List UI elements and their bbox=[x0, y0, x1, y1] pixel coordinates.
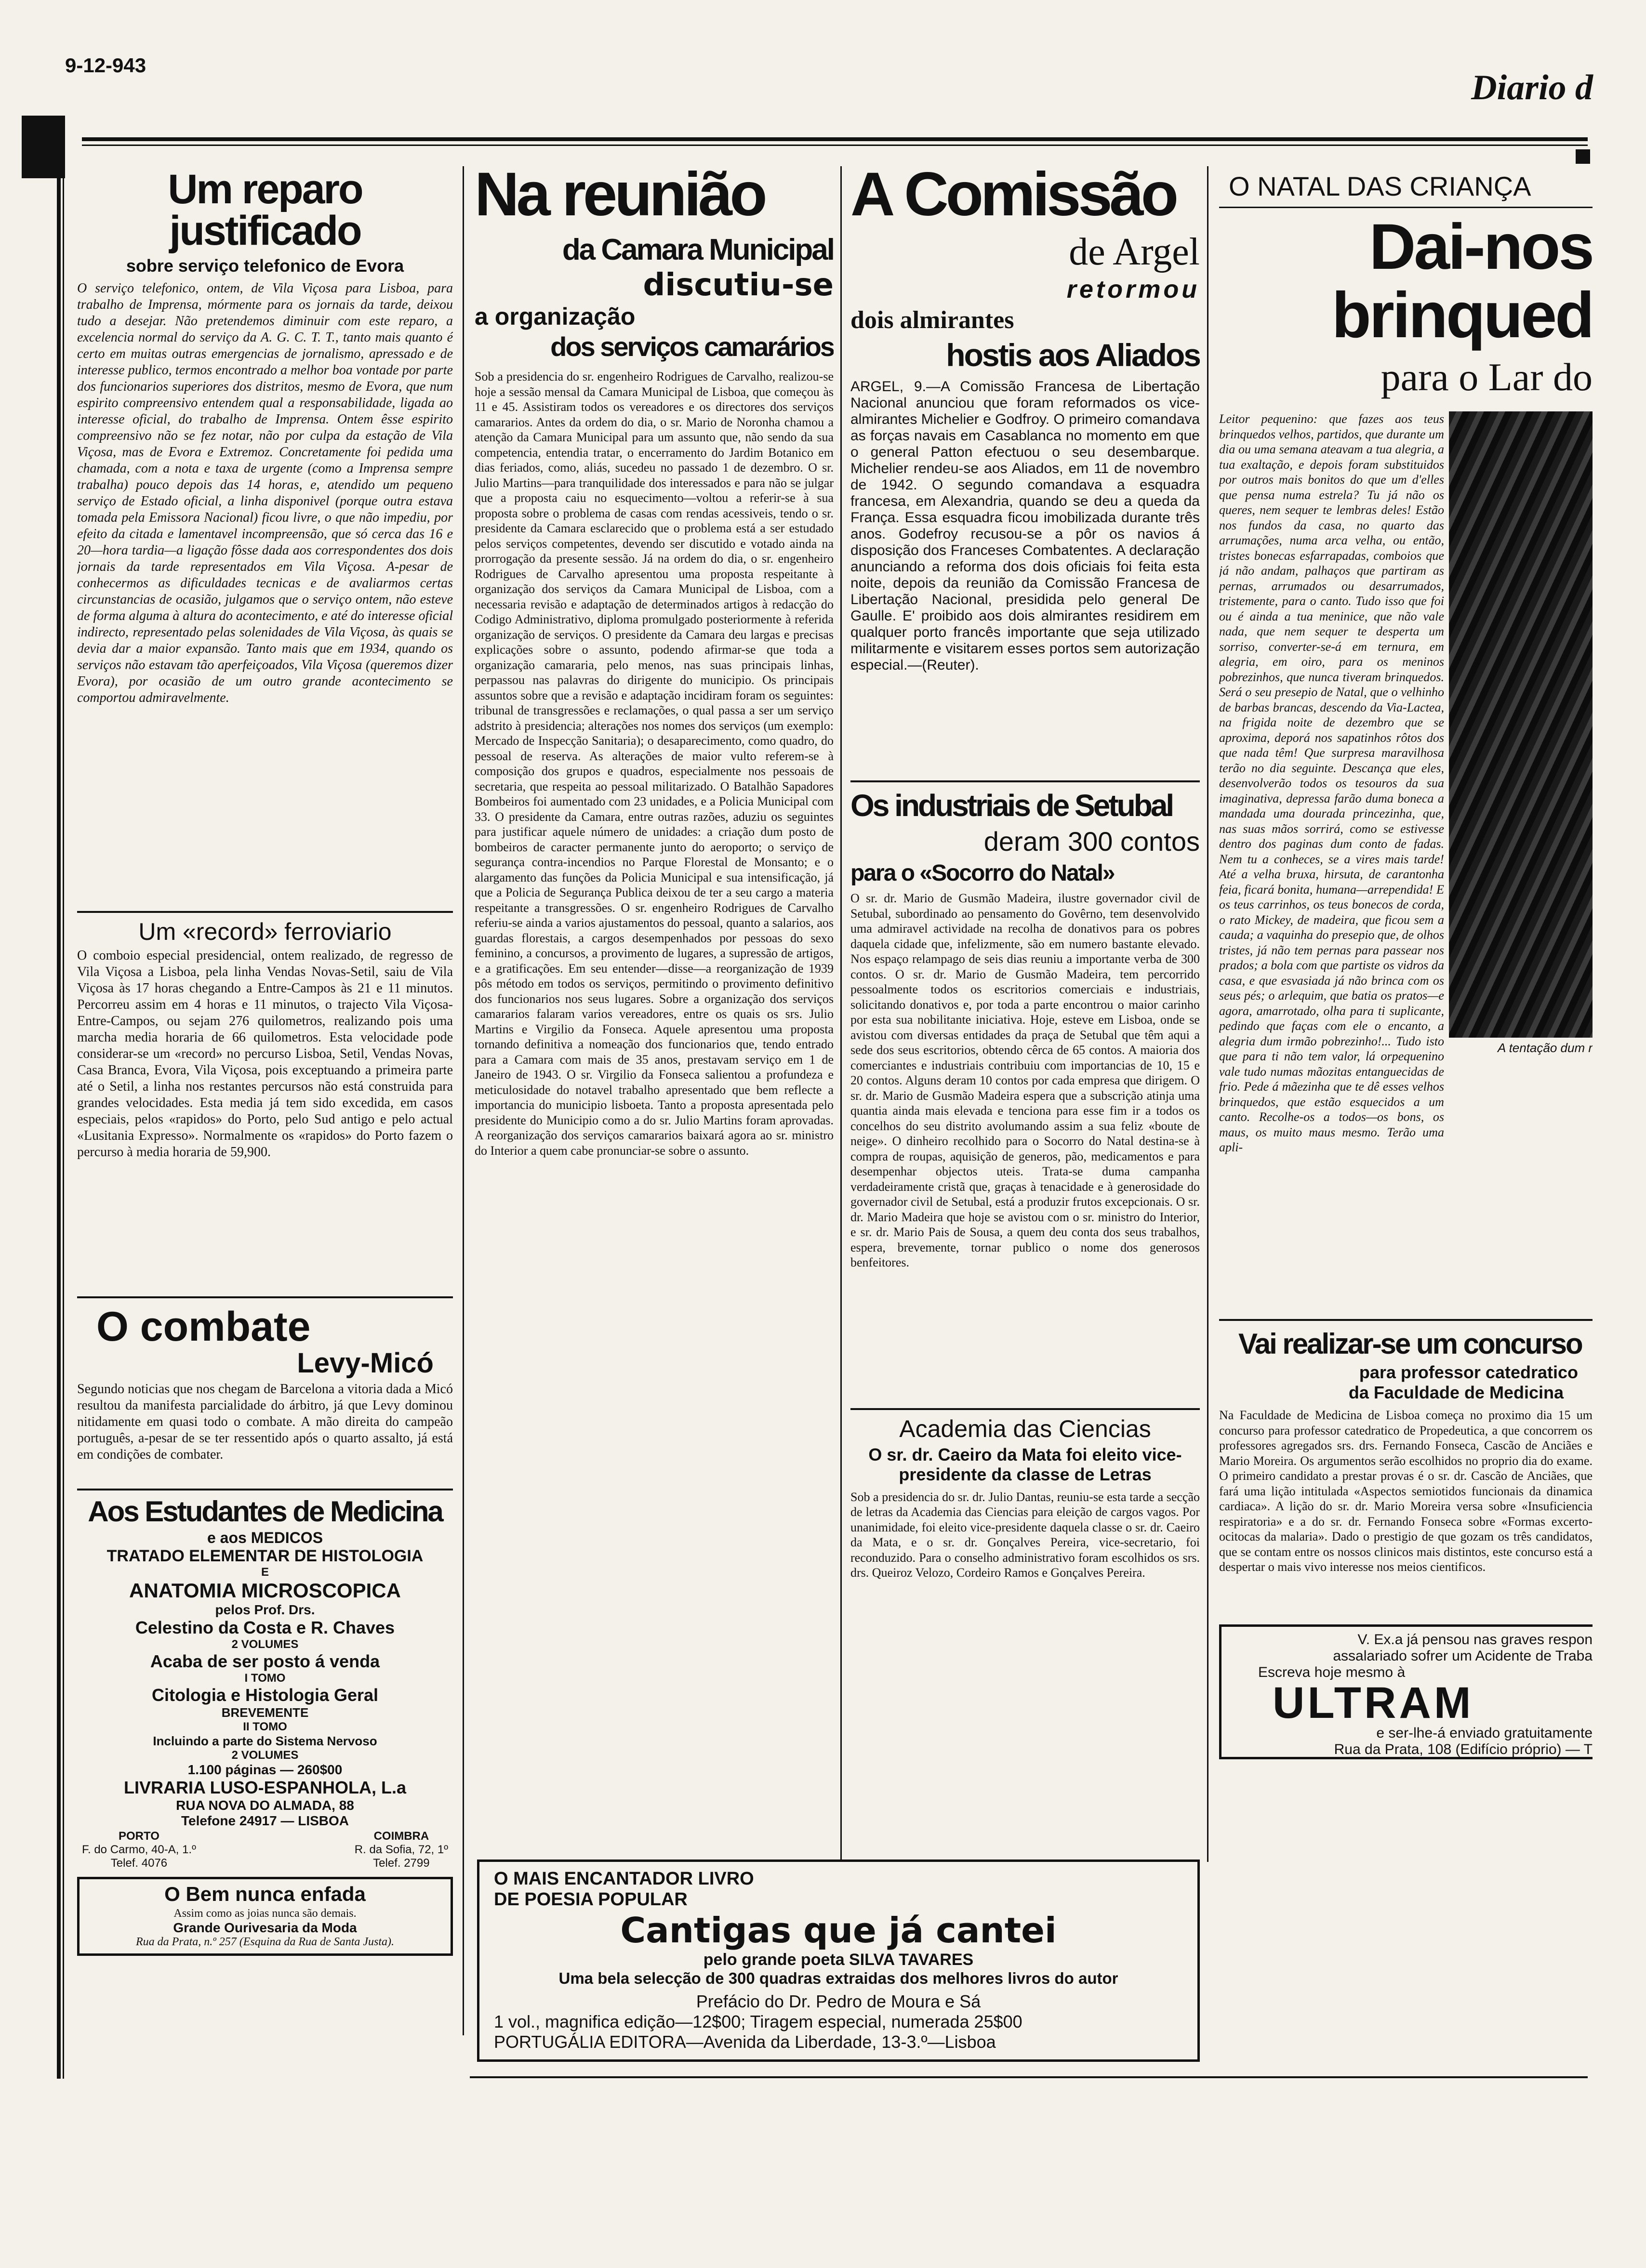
right-ticks bbox=[1576, 149, 1590, 164]
column-2 bbox=[475, 164, 834, 1840]
ad-cantigas-l7: PORTUGÁLIA EDITORA—Avenida da Liberdade, 13-3.º—Lisboa bbox=[494, 2032, 996, 2052]
ad-coimbra-tel: Telef. 2799 bbox=[373, 1857, 430, 1870]
headline-reparo: Um reparo justificado bbox=[168, 166, 362, 254]
ad-medicina-l15: 1.100 páginas — 260$00 bbox=[187, 1762, 343, 1777]
ad-medicina-l14: 2 VOLUMES bbox=[231, 1749, 299, 1762]
issue-date: 9-12-943 bbox=[65, 54, 146, 77]
headline-setubal: Os industriais de Setubal bbox=[850, 788, 1173, 823]
article-combate: Segundo noticias que nos chegam de Barcelona a vitoria dada a Micó resultou da manifesta parcialidade do árbitro, já que Levy dominou nitidamente em quasi todo o combate. A mão direita do campeão português, a-pesar de se ter ressentido após o quarto assalto, já está em condições de combater. bbox=[77, 1382, 453, 1462]
ad-medicina-l16: LIVRARIA LUSO-ESPANHOLA, L.a bbox=[123, 1778, 407, 1797]
col-rule-left-thin bbox=[63, 166, 64, 2079]
ad-bem-l2: Grande Ourivesaria da Moda bbox=[173, 1920, 357, 1935]
ad-medicina-l18: Telefone 24917 — LISBOA bbox=[181, 1813, 349, 1828]
article-camara: Sob a presidencia do sr. engenheiro Rodrigues de Carvalho, realizou-se hoje a sessão mensal da Camara Municipal de Lisboa, que começou às 11 e 45. Assistiram todos os vereadores e os directores dos serviços camararios. Antes da ordem do dia, o sr. Mario de Noronha chamou a atenção da Camara Municipal para um assunto que, não sendo da sua competencia, entendia tratar, o encerramento do Jardim Botanico em dias feriados, como, aliás, sucedeu no passado 1 de dezembro. O sr. Julio Martins—para tranquilidade dos interessados e para não se julgar que a proposta caiu no esquecimento—voltou a referir-se à sua proposta sobre o problema de casas com rendas acessiveis, tendo o sr. presidente da Camara esclarecido que o problema está a ser estudado pelos serviços competentes, devendo ser discutido e votado ainda na prorrogação da presente sessão. Já na ordem do dia, o sr. engenheiro Rodrigues de Carvalho apresentou uma proposta respeitante à organização dos serviços da Camara Municipal de Lisboa, com a necessaria revisão e adaptação de determinados artigos à redacção do Codigo Administrativo, diploma promulgado posteriormente à referida organização de serviços. O presidente da Camara deu largas e precisas explicações sobre o assunto, podendo afirmar-se que toda a organização camararia, pelo menos, nas suas principais linhas, perpassou nas palavras do dirigente do municipio. Os principais assuntos sobre que a revisão e adaptação incidiram foram os seguintes: tribunal de transgressões e reclamações, o qual passa a ser um serviço adstrito à presidencia; alterações nos nomes dos serviços (um exemplo: Mercado de Inspecção Sanitaria); o desaparecimento, como quadro, do pessoal de reserva. As alterações de maior vulto referem-se à composição dos grupos e quadros, especialmente nos pessoais de secretaria, que respeita ao pessoal militarizado. O Batalhão Sapadores Bombeiros foi aumentado com 23 unidades, e a Policia Municipal com 33. O presidente da Camara, entre outras razões, aduziu os seguintes para justificar aquele número de unidades: a criação dum posto de bombeiros de caracter permanente junto do aeroporto; o serviço de segurança contra-incendios no Parque Florestal de Monsanto; e o alargamento das funções da Policia Municipal e sua intensificação, já que a Policia de Segurança Publica deixou de ter a seu cargo a materia respeitante a transgressões. O sr. engenheiro Rodrigues de Carvalho referiu-se ainda a varios ajustamentos do pessoal, quanto a salarios, aos guardas florestais, a cargos desempenhados por pessoas do sexo feminino, a concursos, a provimento de lugares, a supressão de artigos, e a gratificações. Em seu entender—disse—a reorganização de 1939 pôs método em todos os serviços, permitindo o provimento definitivo dos funcionarios nos seus lugares. Sobre a organização dos serviços camararios falaram varios vereadores, entre os quais os srs. Julio Martins e Virgilio da Fonseca. Aquele apresentou uma proposta tornando definitiva a nomeação dos funcionarios que, tendo entrado para a Camara com mais de 35 anos, prestavam serviço em 1 de Janeiro de 1943. O sr. Virgilio da Fonseca salientou a profundeza e meticulosidade do notavel trabalho apresentado que bem reflecte a importancia do municipio lisboeta. Tanto a proposta apresentada pelo presidente do Municipio como a do sr. Julio Martins foram aprovadas. A reorganização dos serviços camararios baixará agora ao sr. ministro do Interior a quem cabe pronunciar-se sobre o assunto. bbox=[475, 369, 834, 1158]
top-rule-thin bbox=[82, 145, 1588, 146]
column-4 bbox=[1219, 164, 1593, 2081]
headline-discutiu: discutiu-se bbox=[643, 267, 834, 303]
ad-ultra-l1: V. Ex.a já pensou nas graves respon bbox=[1357, 1632, 1593, 1648]
headline-academia: Academia das Ciencias bbox=[899, 1415, 1151, 1442]
ad-cantigas bbox=[477, 1859, 1200, 2062]
ad-medicina-l4: ANATOMIA MICROSCOPICA bbox=[129, 1579, 401, 1602]
ad-ultra-l3: Escreva hoje mesmo à bbox=[1258, 1664, 1406, 1680]
article-reparo: O serviço telefonico, ontem, de Vila Viçosa para Lisboa, para trabalho de Imprensa, mórmente para os jornais da tarde, deixou tudo a desejar. Não pretendemos diminuir com este reparo, a excelencia normal do serviço da A. G. C. T. T., tanto mais quanto é certo em muitas outras emergencias de jornalismo, apressado e de interesse publico, termos encontrado a melhor boa vontade por parte dos funcionarios superiores dos distritos, mesmo de Evora, que num espirito compreensivo entendem qual a responsabilidade, ligada ao interesse oficial, do trabalho de Imprensa. Ontem êsse espirito compreensivo não se fez notar, não por culpa da estação de Vila Viçosa, mas de Evora e Extremoz. Concretamente foi pedida uma chamada, com a nota e taxa de urgente (como a Imprensa sempre trabalha) pouco depois das 14 horas, e, atendido um pequeno serviço de Estado oficial, a linha disponivel (porque outra estava tomada pela Emissora Nacional) ficou livre, o que não impediu, por efeito da citada e lamentavel incompreensão, que só cerca das 16 e 20—hora tardia—a ligação fôsse dada aos correspondentes dos dois jornais da tarde representados em Vila Viçosa. A-pesar de conhecermos as dificuldades tecnicas e de avaliarmos certas circunstancias de ocasião, julgamos que o serviço ontem, não esteve de forma alguma à altura do acontecimento, e até do interesse oficial indirecto, representado pelas solenidades de Vila Viçosa, às quais se devia dar a maior expansão. Tanto mais que em 1934, quando os serviços não estavam tão aperfeiçoados, Vila Viçosa (queremos dizer Evora), por ocasião de um outro grande acontecimento se comportou admiravelmente. bbox=[77, 281, 453, 705]
ad-medicina-l13: Incluindo a parte do Sistema Nervoso bbox=[153, 1734, 377, 1748]
ad-medicina-l9: I TOMO bbox=[244, 1672, 286, 1685]
top-rule bbox=[82, 137, 1588, 141]
col-rule-2 bbox=[840, 166, 842, 1862]
ad-medicina-l6: Celestino da Costa e R. Chaves bbox=[135, 1618, 395, 1637]
ad-medicina-l11: BREVEMENTE bbox=[221, 1705, 309, 1720]
article-concurso: Na Faculdade de Medicina de Lisboa começa no proximo dia 15 um concurso para professor catedratico de Propedeutica, a que concorrem os professores agregados srs. drs. Fernando Fonseca, Cascão de Anciães e Mario Moreira. Os argumentos serão escolhidos no proprio dia do exame. O primeiro candidato a prestar provas é o sr. dr. Cascão de Anciães, que fará uma lição intitulada «Aspectos semiotidos funcionais da dinamica cardiaca». A lição do sr. dr. Mario Moreira versa sobre «Insuficiencia respiratoria» e a do sr. dr. Fernando Fonseca sobre «Formas excerto-ocitocas da malaria». Dado o prestigio de que gozam os três candidatos, que se contam entre os nossos clinicos mais distintos, este concurso está a despertar o mais vivo interesse nos meios cientificos. bbox=[1219, 1408, 1593, 1574]
ad-bem bbox=[77, 1877, 453, 1956]
col-rule-1 bbox=[463, 166, 464, 2035]
headline-comissao: A Comissão bbox=[850, 164, 1176, 229]
ad-ultra bbox=[1219, 1624, 1593, 1759]
headline-concurso: Vai realizar-se um concurso bbox=[1238, 1328, 1582, 1360]
ad-ultra-l4: e ser-lhe-á enviado gratuitamente bbox=[1376, 1725, 1593, 1741]
ad-bem-l3: Rua da Prata, n.º 257 (Esquina da Rua de Santa Justa). bbox=[135, 1936, 395, 1948]
col-rule-3 bbox=[1207, 166, 1208, 1862]
subhead-combate: Levy-Micó bbox=[297, 1347, 434, 1379]
headline-almirantes: dois almirantes bbox=[850, 306, 1014, 334]
ad-ultra-brand: ULTRAM bbox=[1273, 1678, 1474, 1727]
headline-reuniao: Na reunião bbox=[475, 164, 765, 229]
photo-caption: A tentação dum r bbox=[1497, 1041, 1593, 1055]
column-1 bbox=[77, 164, 453, 2086]
article-argel: ARGEL, 9.—A Comissão Francesa de Libertação Nacional anunciou que foram reformados os vice-almirantes Michelier e Godfroy. O primeiro comandava as forças navais em Casablanca no momento em que o general Patton efectuou o seu desembarque. Michelier rendeu-se aos Aliados, em 11 de novembro de 1942. O segundo comandava a esquadra francesa, em Alexandria, quando se deu a queda da França. Essa esquadra ficou imobilizada durante três anos. Godefroy recusou-se a pôr os navios á disposição dos Franceses Combatentes. A declaração anunciando a reforma dos dois oficiais foi feita esta noite, depois da reunião da Comissão Francesa de Libertação Nacional, presidida pelo general De Gaulle. E' proibido aos dois almirantes residirem em qualquer porto francês importante que seja utilizado militarmente e visitarem esses portos sem autorização especial.—(Reuter). bbox=[850, 379, 1200, 673]
ad-medicina-l8: Acaba de ser posto á venda bbox=[150, 1651, 380, 1671]
headline-socorro: para o «Socorro do Natal» bbox=[850, 860, 1115, 886]
headline-record: Um «record» ferroviario bbox=[138, 918, 392, 945]
article-academia: Sob a presidencia do sr. dr. Julio Dantas, reuniu-se esta tarde a secção de letras da Academia das Ciencias para eleição de cargos vagos. Por unanimidade, foi eleito vice-presidente daquela classe o sr. dr. Caeiro da Mata, e o sr. dr. Gonçalves Pereira, vice-secretario, foi reconduzido. Para o conselho administrativo foram escolhidos os srs. drs. Queiroz Velozo, Cordeiro Ramos e Gonçalves Pereira. bbox=[850, 1490, 1200, 1580]
ad-cantigas-l5: Prefácio do Dr. Pedro de Moura e Sá bbox=[696, 1991, 981, 2011]
ad-medicina-l17: RUA NOVA DO ALMADA, 88 bbox=[176, 1798, 354, 1813]
subhead-concurso-1: para professor catedratico bbox=[1359, 1362, 1578, 1382]
subhead-concurso-2: da Faculdade de Medicina bbox=[1348, 1383, 1564, 1402]
ad-porto-tel: Telef. 4076 bbox=[110, 1857, 168, 1870]
ad-coimbra-addr: R. da Sofia, 72, 1º bbox=[354, 1843, 448, 1856]
headline-organizacao: a organização bbox=[475, 303, 636, 330]
ad-cantigas-l4: Uma bela selecção de 300 quadras extraidas dos melhores livros do autor bbox=[558, 1969, 1118, 1987]
headline-lar: para o Lar do bbox=[1381, 355, 1593, 399]
ad-porto: PORTO bbox=[118, 1830, 159, 1843]
col-rule-left bbox=[57, 166, 61, 2079]
article-natal: Leitor pequenino: que fazes aos teus brinquedos velhos, partidos, que durante um dia ou uma semana ateavam a tua alegria, a tua exaltação, e depois foram substituidos por outros mais bonitos do que um d'elles que pensa numa estrela? Tu já não os queres, nem sequer te lembras deles! Estão nos fundos da casa, no quarto das arrumações, numa arca velha, ou então, tristes bonecas esfarrapadas, comboios que já não andam, palhaços que partiram as pernas, arrumados ou desarrumados, tristemente, para o canto. Tudo isso que foi ou é ainda a tua meninice, que não vale nada, que nem sequer te desperta um sorriso, converter-se-á em ternura, em alegria, em oiro, para os meninos pobrezinhos, que nunca tiveram brinquedos. Será o seu presepio de Natal, que o velhinho de barbas brancas, descendo da Via-Lactea, na frigida noite de dezembro que se aproxima, deporá nos sapatinhos rôtos dos que nada têm! Que surpresa maravilhosa terão no dia seguinte. Descança que eles, desenvolverão todos os tesouros da sua imaginativa, depressa farão duma boneca a mandada uma dourada princezinha, que, nas suas mãos sorrirá, como se estivesse dentro dos paginas dum conto de fadas. Nem tu a conheces, se a vires mais tarde! Até a velha bruxa, hirsuta, de carantonha feia, ficará bonita, humana—arrependida! E os teus carrinhos, os teus bonecos de corda, o rato Mickey, de madeira, que ficou sem a cauda; a vaquinha do presepio que, de olhos tristes, já não tem pernas para passear nos prados; a bola com que partiste os vidros da casa, e que esvasiada já não brinca com os seus pés; o arlequim, que batia os pratos—e agora, amarrotado, olha para ti suplicante, pedindo que faças com ele o encanto, a alegria dum irmão pobrezinho!... Tudo isto que para ti não tem valor, lá orpequenino vale tudo numas mãozitas entanguecidas de frio. Pede á mãezinha que te dê esses velhos brinquedos, que estão esquecidos a um canto. Recolhe-os a todos—os bons, os maus, os muito maus mesmo. Terão uma apli- bbox=[1219, 412, 1444, 1154]
ad-medicina-title: Aos Estudantes de Medicina bbox=[88, 1495, 442, 1528]
headline-combate: O combate bbox=[96, 1304, 311, 1350]
headline-retormou: retormou bbox=[1066, 276, 1200, 303]
ad-medicina-l10: Citologia e Histologia Geral bbox=[151, 1685, 379, 1705]
kicker-natal: O NATAL DAS CRIANÇA bbox=[1229, 171, 1531, 201]
ad-medicina-l2: TRATADO ELEMENTAR DE HISTOLOGIA bbox=[106, 1547, 424, 1565]
ad-cantigas-l1: O MAIS ENCANTADOR LIVRO bbox=[494, 1869, 754, 1889]
ad-cantigas-l6: 1 vol., magnifica edição—12$00; Tiragem especial, numerada 25$00 bbox=[494, 2012, 1022, 2031]
photo-toys bbox=[1449, 411, 1593, 1038]
ad-porto-addr: F. do Carmo, 40-A, 1.º bbox=[82, 1843, 196, 1856]
headline-dai-nos: Dai-nos bbox=[1369, 211, 1593, 283]
ad-medicina-l12: II TOMO bbox=[243, 1720, 287, 1733]
headline-brinqued: brinqued bbox=[1331, 279, 1593, 351]
article-record: O comboio especial presidencial, ontem realizado, de regresso de Vila Viçosa a Lisboa, pela linha Vendas Novas-Setil, saiu de Vila Viçosa às 17 horas chegando a Entre-Campos às 21 e 11 minutos. Percorreu assim em 4 horas e 11 minutos, o trajecto Vila Viçosa-Entre-Campos, ou sejam 276 quilometros, realizando pois uma marcha media horaria de 66 quilometros. Esta velocidade pode considerar-se um «record» no percurso Lisboa, Setil, Vendas Novas, Casa Branca, Evora, Vila Viçosa, pois exceptuando a primeira parte até o Setil, a linha nos restantes percursos não está construida para grandes velocidades. Esta media já tem sido excedida, em casos especiais, pelos «rapidos» do Porto, pelo Sud antigo e pelo actual «Lusitania Expresso». Normalmente os «rapidos» do Porto fazem o percurso à media horaria de 59,900. bbox=[77, 948, 453, 1160]
ad-ultra-l2: assalariado sofrer um Acidente de Traba bbox=[1333, 1648, 1593, 1664]
ad-bem-title: O Bem nunca enfada bbox=[164, 1883, 366, 1905]
headline-deram: deram 300 contos bbox=[983, 826, 1200, 857]
headline-servicos: dos serviços camarários bbox=[550, 331, 834, 362]
ad-cantigas-l2: DE POESIA POPULAR bbox=[494, 1889, 688, 1910]
ad-medicina-l1: e aos MEDICOS bbox=[207, 1529, 323, 1546]
subhead-reparo: sobre serviço telefonico de Evora bbox=[126, 256, 404, 276]
ad-medicina-l5: pelos Prof. Drs. bbox=[215, 1602, 315, 1617]
ad-bem-l1: Assim como as joias nunca são demais. bbox=[173, 1907, 357, 1920]
article-setubal: O sr. dr. Mario de Gusmão Madeira, ilustre governador civil de Setubal, subordinado ao pensamento do Govêrno, tem desenvolvido uma admiravel actividade na recolha de donativos para os pobres daquela cidade que, infelizmente, são em numero bastante elevado. Nos espaço relampago de seis dias reuniu a importante verba de 300 contos. O sr. dr. Mario de Gusmão Madeira, tem percorrido pessoalmente todos os escritorios comerciais e industriais, solicitando donativos e, por toda a parte encontrou o maior carinho por esta sua nobilitante iniciativa. Hoje, esteve em Lisboa, onde se avistou com diversas entidades da praça de Setubal que têm aqui a sede dos seus escritorios, obtendo cêrca de 65 contos. A maioria dos comerciantes e industriais contribuiu com importancias de 10, 15 e 20 contos. Alguns deram 10 contos por cada empresa que dirigem. O sr. dr. Mario de Gusmão Madeira espera que a subscrição atinja uma quantia ainda mais elevada e tenciona para esse fim ir a todos os concelhos do seu distrito avolumando assim a sua feliz «boute de neige». O dinheiro recolhido para o Socorro do Natal destina-se à compra de roupas, aquisição de generos, pão, medicamentos e para desempenhar objectos uteis. Trata-se duma campanha verdadeiramente cristã que, graças à tenacidade e à generosidade do governador civil de Setubal, está a produzir frutos excepcionais. O sr. dr. Mario Madeira que hoje se avistou com o sr. ministro do Interior, e sr. dr. Mario Pais de Sousa, a quem deu conta dos seus trabalhos, espera, brevemente, tornar publico o nome dos generosos benfeitores. bbox=[850, 891, 1200, 1269]
ad-cantigas-l3: pelo grande poeta SILVA TAVARES bbox=[703, 1951, 974, 1969]
ad-medicina-l7: 2 VOLUMES bbox=[231, 1638, 299, 1651]
ad-cantigas-title: Cantigas que já cantei bbox=[620, 1910, 1057, 1951]
headline-camara: da Camara Municipal bbox=[562, 233, 834, 266]
ad-coimbra: COIMBRA bbox=[373, 1830, 429, 1843]
headline-hostis: hostis aos Aliados bbox=[946, 337, 1200, 373]
column-3 bbox=[850, 164, 1200, 1840]
headline-argel: de Argel bbox=[1069, 231, 1200, 273]
ad-medicina-l3: E bbox=[261, 1566, 269, 1579]
masthead: Diario d bbox=[1471, 68, 1593, 107]
subhead-academia: O sr. dr. Caeiro da Mata foi eleito vice-presidente da classe de Letras bbox=[868, 1445, 1182, 1485]
ad-medicina bbox=[77, 1489, 453, 1870]
ad-ultra-l5: Rua da Prata, 108 (Edifício próprio) — T bbox=[1334, 1741, 1593, 1757]
